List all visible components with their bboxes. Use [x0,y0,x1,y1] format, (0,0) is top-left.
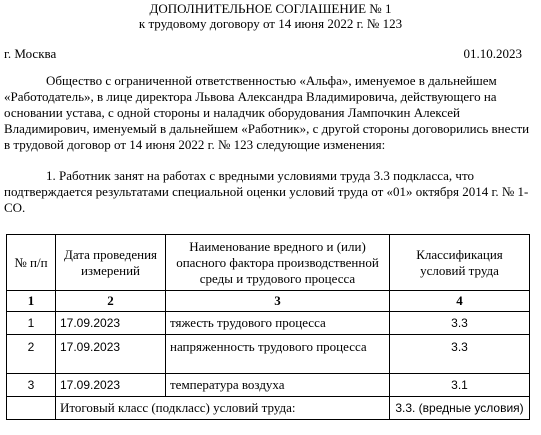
column-number: 1 [7,291,56,312]
header-cell-number: № п/п [7,235,56,291]
row-factor: температура воздуха [166,374,390,397]
row-number: 2 [7,335,56,374]
row-class: 3.1 [390,374,530,397]
row-factor: напряженность трудового процесса [166,335,390,374]
header-cell-date: Дата проведения измерений [56,235,166,291]
table-row [7,312,530,335]
intro-paragraph: Общество с ограниченной ответственностью «Альфа», именуемое в дальнейшем «Работодатель», в лице директора Львова Александра Владимировича, действующего на основании устава, с одной стороны и наладчик оборудования Лампочкин Алексей Владимирович, именуемый в дальнейшем «Работник», с другой стороны договорились внести в трудовой договор от 14 июня 2022 г. № 123 следующие изменения: [4,73,530,152]
table-row [7,374,530,397]
table-row [7,335,530,374]
summary-value: 3.3. (вредные условия) [390,397,530,420]
row-class: 3.3 [390,335,530,374]
column-number: 4 [390,291,530,312]
document-subtitle: к трудовому договору от 14 июня 2022 г. № 123 [138,16,403,31]
header-cell-factor: Наименование вредного и (или) опасного фактора производственной среды и трудового процесса [166,235,390,291]
row-number: 3 [7,374,56,397]
summary-row [7,397,530,420]
row-number: 1 [7,312,56,335]
summary-empty-cell [7,397,56,420]
header-cell-class: Классификация условий труда [390,235,530,291]
place: г. Москва [4,46,57,61]
row-date: 17.09.2023 [56,312,166,335]
clause-1-paragraph: 1. Работник занят на работах с вредными условиями труда 3.3 подкласса, что подтверждается результатами специальной оценки условий труда от «01» октября 2014 г. № 1-СО. [4,168,529,215]
column-number: 2 [56,291,166,312]
document-title: ДОПОЛНИТЕЛЬНОЕ СОГЛАШЕНИЕ № 1 [149,1,392,16]
working-conditions-table [6,234,530,420]
column-numbers-row [7,291,530,312]
document-date: 01.10.2023 [463,46,522,61]
row-date: 17.09.2023 [56,374,166,397]
row-date: 17.09.2023 [56,335,166,374]
row-factor: тяжесть трудового процесса [166,312,390,335]
table-header-row [7,235,530,291]
summary-label: Итоговый класс (подкласс) условий труда: [56,397,390,420]
row-class: 3.3 [390,312,530,335]
column-number: 3 [166,291,390,312]
